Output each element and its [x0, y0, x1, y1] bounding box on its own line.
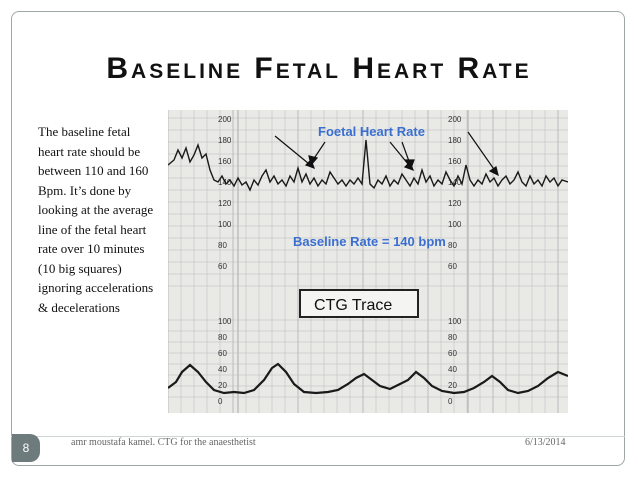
tick-label: 160 — [448, 157, 462, 166]
tick-label: 80 — [218, 241, 227, 250]
slide-number: 8 — [12, 434, 40, 462]
uterine-contraction-trace — [168, 364, 568, 393]
ctg-trace-label: CTG Trace — [314, 297, 393, 314]
tick-label: 120 — [448, 199, 462, 208]
tick-label: 0 — [218, 397, 223, 406]
tick-label: 60 — [218, 262, 227, 271]
tick-label: 100 — [448, 317, 462, 326]
tick-label: 160 — [218, 157, 232, 166]
tick-label: 0 — [448, 397, 453, 406]
slide-title: Baseline Fetal Heart Rate — [106, 52, 532, 85]
footer-date: 6/13/2014 — [525, 437, 566, 448]
tick-label: 20 — [448, 381, 457, 390]
tick-label: 180 — [448, 136, 462, 145]
tick-label: 180 — [218, 136, 232, 145]
tick-label: 100 — [218, 317, 232, 326]
tick-label: 60 — [218, 349, 227, 358]
tick-label: 140 — [218, 178, 232, 187]
footer-author: amr moustafa kamel. CTG for the anaesthetist — [71, 437, 256, 448]
ctg-trace-label-box — [300, 290, 418, 317]
tick-label: 100 — [218, 220, 232, 229]
tick-label: 20 — [218, 381, 227, 390]
tick-label: 120 — [218, 199, 232, 208]
tick-label: 60 — [448, 262, 457, 271]
tick-label: 80 — [448, 241, 457, 250]
tick-label: 140 — [448, 178, 462, 187]
baseline-rate-label: Baseline Rate = 140 bpm — [293, 234, 446, 249]
ctg-trace-image — [168, 110, 568, 413]
tick-label: 40 — [218, 365, 227, 374]
foetal-heart-rate-label: Foetal Heart Rate — [318, 124, 425, 139]
slide-body-text: The baseline fetal heart rate should be between 110 and 160 Bpm. It’s done by looking at the average line of the fetal heart rate over 10 minutes (10 big squares) ignoring accelerations & decelerations — [38, 124, 154, 315]
tick-label: 200 — [448, 115, 462, 124]
tick-label: 40 — [448, 365, 457, 374]
tick-label: 80 — [448, 333, 457, 342]
tick-label: 200 — [218, 115, 232, 124]
tick-label: 100 — [448, 220, 462, 229]
tick-label: 80 — [218, 333, 227, 342]
tick-label: 60 — [448, 349, 457, 358]
